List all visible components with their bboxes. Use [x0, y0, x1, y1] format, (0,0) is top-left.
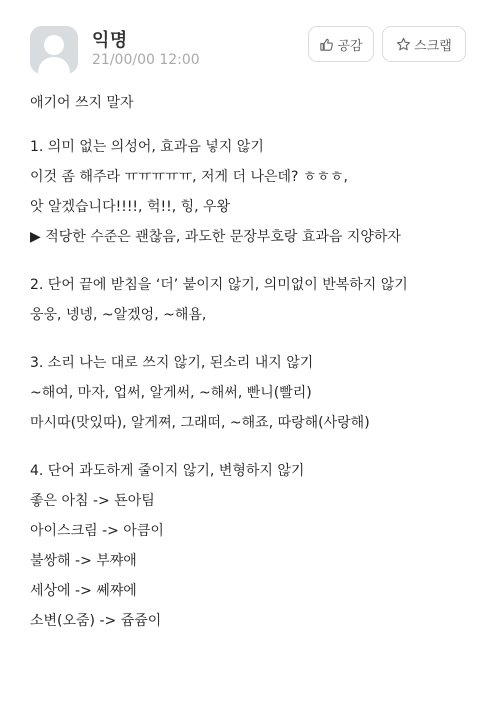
like-label: 공감 — [337, 38, 363, 54]
avatar — [30, 26, 78, 74]
thumbs-up-icon — [319, 37, 334, 52]
section-heading: 3. 소리 나는 대로 쓰지 않기, 된소리 내지 않기 — [30, 355, 314, 371]
post-date: 21/00/00 12:00 — [92, 52, 200, 68]
section-line: 좋은 아침 -> 됸아팀 — [30, 493, 155, 509]
section-3 — [30, 348, 470, 438]
section-line: 소변(오줌) -> 쥼쥼이 — [30, 613, 162, 629]
post-header — [30, 24, 470, 80]
section-heading: 4. 단어 과도하게 줄이지 않기, 변형하지 않기 — [30, 463, 305, 479]
section-line: 세상에 -> 쎼쨔에 — [30, 583, 137, 599]
post-title: 애기어 쓰지 말자 — [30, 95, 134, 111]
section-line: 앗 알겠습니다!!!!, 헉!!, 힝, 우왕 — [30, 199, 231, 215]
section-2 — [30, 270, 470, 330]
section-gap — [30, 438, 470, 456]
star-icon — [396, 37, 411, 52]
scrap-label: 스크랩 — [414, 38, 452, 54]
section-1 — [30, 132, 470, 252]
scrap-button[interactable] — [382, 26, 466, 62]
section-line: 이것 좀 해주라 ㅠㅠㅠㅠㅠ, 저게 더 나은데? ㅎㅎㅎ, — [30, 169, 348, 185]
like-button[interactable] — [308, 26, 374, 62]
section-line: 웅웅, 넹넹, ~알겠엉, ~해욤, — [30, 307, 207, 323]
section-line: ▶ 적당한 수준은 괜찮음, 과도한 문장부호랑 효과음 지양하자 — [30, 229, 401, 245]
section-gap — [30, 252, 470, 270]
post-content — [30, 88, 470, 636]
anonymous-avatar-icon — [30, 26, 78, 74]
section-line: 아이스크림 -> 아큼이 — [30, 523, 164, 539]
section-gap — [30, 330, 470, 348]
section-line: 마시따(맛있따), 알게쪄, 그래떠, ~해죠, 따랑해(사랑해) — [30, 415, 370, 431]
section-line: 불쌍해 -> 부쨔애 — [30, 553, 137, 569]
section-line: ~해여, 마자, 업써, 알게써, ~해써, 빤니(빨리) — [30, 385, 312, 401]
author-name: 익명 — [92, 30, 128, 51]
section-4 — [30, 456, 470, 636]
section-heading: 1. 의미 없는 의성어, 효과음 넣지 않기 — [30, 139, 264, 155]
section-heading: 2. 단어 끝에 받침을 ‘더’ 붙이지 않기, 의미없이 반복하지 않기 — [30, 277, 408, 293]
